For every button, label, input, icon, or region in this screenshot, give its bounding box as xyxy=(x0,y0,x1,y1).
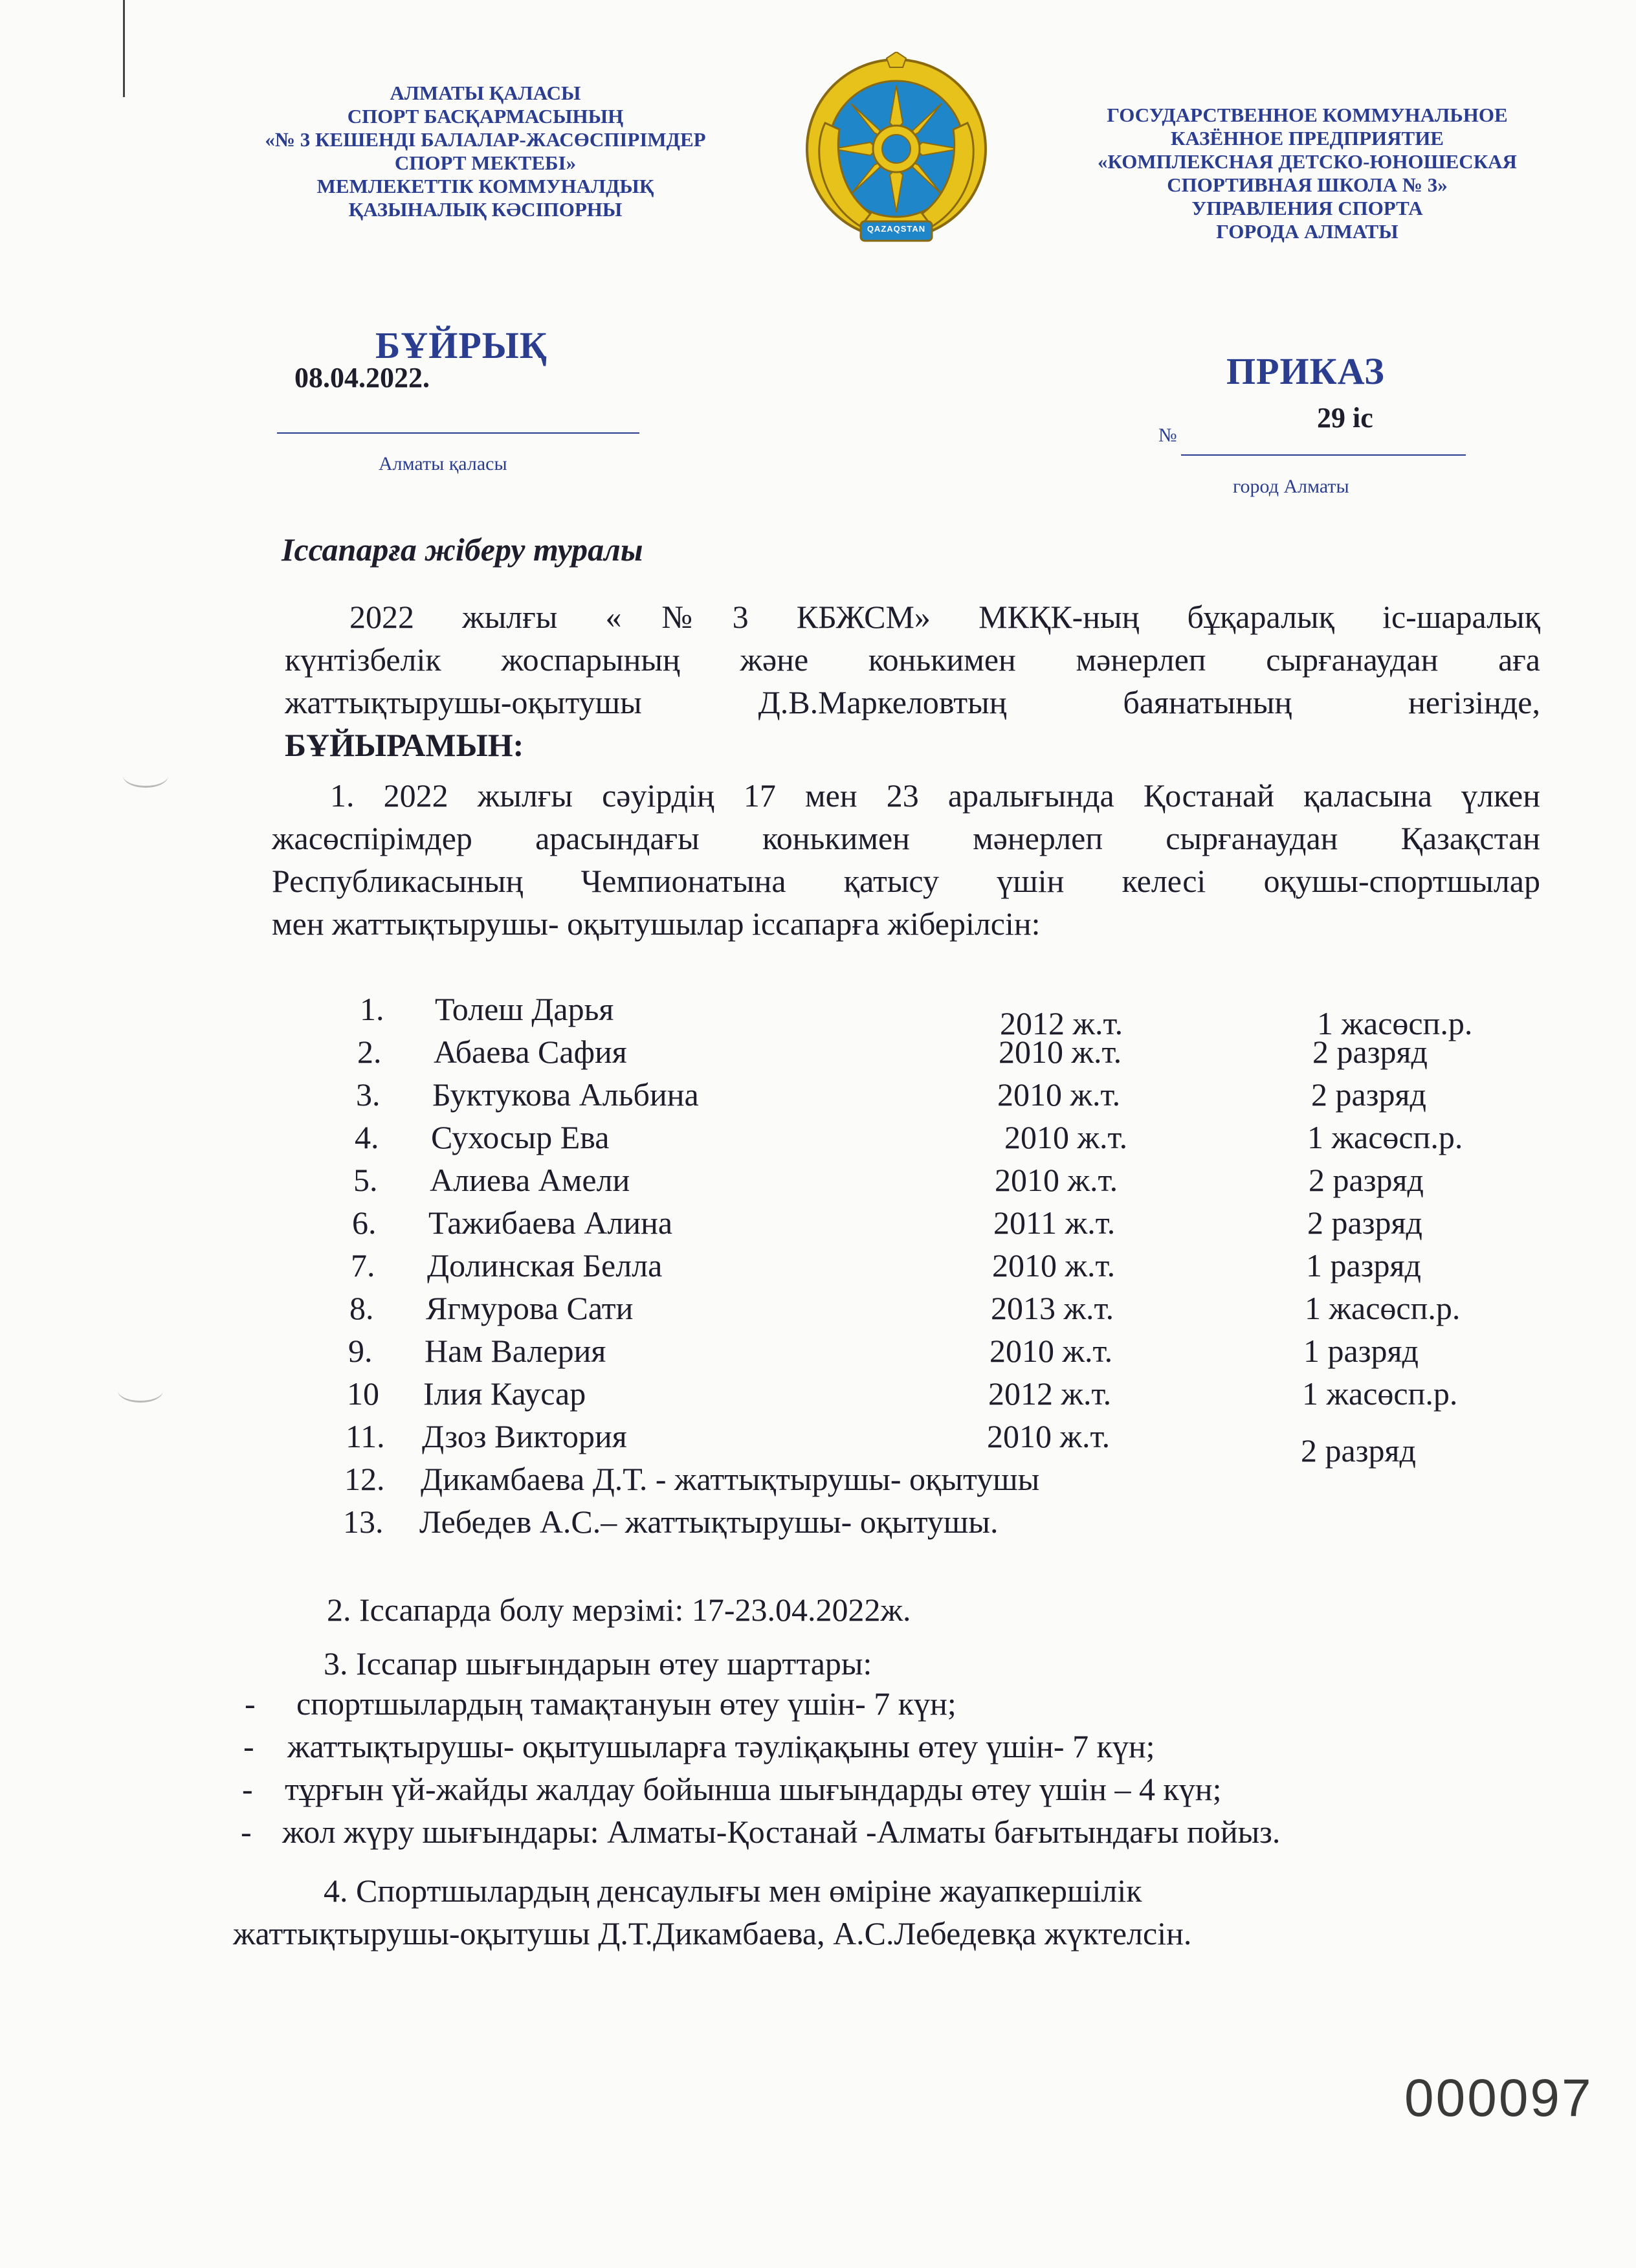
participant-year: 2010 ж.т. xyxy=(999,1034,1122,1070)
item1-line: жасөспірімдер арасындағы конькимен мәнерлеп сырғанаудан Қазақстан xyxy=(272,820,1540,856)
header-right-line: «КОМПЛЕКСНАЯ ДЕТСКО-ЮНОШЕСКАЯ xyxy=(1098,150,1517,173)
participant-year: 2012 ж.т. xyxy=(988,1375,1112,1412)
bullet-item xyxy=(0,1728,1636,1770)
bullet-dash: - xyxy=(242,1771,253,1807)
header-left-kz xyxy=(194,82,777,221)
intro-paragraph xyxy=(285,595,1540,766)
number-underline xyxy=(1181,454,1466,456)
participant-name: Сухосыр Ева xyxy=(431,1119,610,1155)
header-right-line: ГОСУДАРСТВЕННОЕ КОММУНАЛЬНОЕ xyxy=(1107,104,1508,126)
scan-edge-line xyxy=(123,0,125,97)
order-number: 29 іс xyxy=(1317,402,1373,434)
list-item xyxy=(0,1375,1636,1418)
participant-name: Долинская Белла xyxy=(427,1247,663,1284)
participant-name: Толеш Дарья xyxy=(435,991,614,1027)
bullet-item xyxy=(0,1685,1636,1728)
participant-name: Нам Валерия xyxy=(425,1333,606,1369)
intro-line: күнтізбелік жоспарының және конькимен мәнерлеп сырғанаудан аға xyxy=(285,641,1540,678)
item4-line: жаттықтырушы-оқытушы Д.Т.Дикамбаева, А.С.Лебедевқа жүктелсін. xyxy=(233,1915,1192,1951)
emblem-icon xyxy=(799,52,993,252)
item4-line: 4. Спортшылардың денсаулығы мен өміріне жауапкершілік xyxy=(324,1873,1142,1909)
bullet-dash: - xyxy=(245,1685,256,1722)
item2-line: 2. Іссапарда болу мерзімі: 17-23.04.2022ж. xyxy=(327,1592,911,1628)
bullet-dash: - xyxy=(243,1728,254,1764)
header-right-line: УПРАВЛЕНИЯ СПОРТА xyxy=(1191,197,1423,219)
participant-rank: 1 разряд xyxy=(1306,1247,1421,1284)
participant-number: 11. xyxy=(346,1418,385,1454)
participant-rank: 2 разряд xyxy=(1311,1076,1426,1113)
list-item xyxy=(0,1460,1636,1503)
participant-name: Тажибаева Алина xyxy=(428,1205,673,1241)
participant-name: Дикамбаева Д.Т. - жаттықтырушы- оқытушы xyxy=(421,1461,1040,1497)
participant-rank: 1 жасөсп.р. xyxy=(1305,1290,1461,1326)
intro-line: 2022 жылғы «№3 КБЖСМ» МКҚК-ның бұқаралық іс-шаралық xyxy=(349,599,1540,635)
participant-number: 12. xyxy=(344,1461,385,1497)
header-left-line: СПОРТ МЕКТЕБІ» xyxy=(394,151,577,174)
bullet-text: тұрғын үй-жайды жалдау бойынша шығындарды өтеу үшін – 4 күн; xyxy=(285,1771,1222,1807)
header-right-line: СПОРТИВНАЯ ШКОЛА № 3» xyxy=(1167,173,1448,196)
city-ru: город Алматы xyxy=(1233,476,1349,497)
participant-number: 6. xyxy=(352,1205,377,1241)
header-left-line: АЛМАТЫ ҚАЛАСЫ xyxy=(390,82,581,104)
list-item xyxy=(0,1289,1636,1332)
state-emblem xyxy=(799,52,993,252)
list-item xyxy=(0,1332,1636,1375)
participant-name: Ілия Каусар xyxy=(423,1375,586,1412)
list-item xyxy=(0,1503,1636,1546)
item3-bullets xyxy=(0,1685,1636,1866)
participant-number: 1. xyxy=(360,991,384,1027)
participant-number: 10 xyxy=(347,1375,379,1412)
item3-heading: 3. Іссапар шығындарын өтеу шарттары: xyxy=(324,1645,872,1682)
participant-rank: 1 жасөсп.р. xyxy=(1302,1375,1458,1412)
list-item xyxy=(0,1118,1636,1161)
emblem-caption: QAZAQSTAN xyxy=(867,224,926,234)
participant-name: Дзоз Виктория xyxy=(422,1418,627,1454)
participant-number: 3. xyxy=(356,1076,381,1113)
intro-line: жаттықтырушы-оқытушы Д.В.Маркеловтың баянатының негізінде, xyxy=(285,684,1540,720)
bullet-dash: - xyxy=(241,1814,252,1850)
participant-rank: 1 жасөсп.р. xyxy=(1317,1005,1473,1041)
list-item xyxy=(0,1076,1636,1118)
participant-number: 5. xyxy=(353,1162,378,1198)
date-underline xyxy=(277,432,639,434)
participant-year: 2010 ж.т. xyxy=(995,1162,1118,1198)
item1-paragraph xyxy=(272,774,1540,945)
item1-line: 1. 2022 жылғы сәуірдің 17 мен 23 аралығында Қостанай қаласына үлкен xyxy=(330,777,1540,814)
participant-year: 2011 ж.т. xyxy=(993,1205,1116,1241)
participant-rank: 2 разряд xyxy=(1312,1034,1428,1070)
participant-number: 4. xyxy=(355,1119,379,1155)
bullet-item xyxy=(0,1813,1636,1856)
header-left-line: ҚАЗЫНАЛЫҚ КӘСІПОРНЫ xyxy=(348,198,623,221)
number-sign: № xyxy=(1158,425,1177,446)
header-right-ru xyxy=(1029,104,1586,243)
participant-year: 2010 ж.т. xyxy=(989,1333,1113,1369)
header-left-line: СПОРТ БАСҚАРМАСЫНЫҢ xyxy=(347,105,624,128)
page-number: 000097 xyxy=(1404,2069,1593,2128)
header-right-line: ГОРОДА АЛМАТЫ xyxy=(1216,220,1398,243)
participant-name: Алиева Амели xyxy=(430,1162,630,1198)
bullet-text: жол жүру шығындары: Алматы-Қостанай -Алматы бағытындағы пойыз. xyxy=(282,1814,1281,1850)
participant-rank: 2 разряд xyxy=(1309,1162,1424,1198)
punch-hole-mark xyxy=(123,764,168,788)
order-date: 08.04.2022. xyxy=(294,362,430,394)
bullet-text: жаттықтырушы- оқытушыларға тәуліқақыны өтеу үшін- 7 күн; xyxy=(287,1728,1155,1764)
participant-year: 2010 ж.т. xyxy=(1004,1119,1128,1155)
participant-rank: 1 разряд xyxy=(1303,1333,1419,1369)
item4-paragraph xyxy=(233,1869,1527,1955)
bullet-text: спортшылардың тамақтануын өтеу үшін- 7 күн; xyxy=(296,1685,956,1722)
item1-line: мен жаттықтырушы- оқытушылар іссапарға жіберілсін: xyxy=(272,906,1041,942)
city-kz: Алматы қаласы xyxy=(379,453,507,474)
list-item xyxy=(0,1033,1636,1076)
participant-year: 2010 ж.т. xyxy=(987,1418,1111,1454)
intro-command: БҰЙЫРАМЫН: xyxy=(285,727,524,763)
item1-line: Республикасының Чемпионатына қатысу үшін келесі оқушы-спортшылар xyxy=(272,863,1540,899)
participant-number: 7. xyxy=(351,1247,375,1284)
order-title-kz: БҰЙРЫҚ xyxy=(375,324,547,366)
participant-rank: 1 жасөсп.р. xyxy=(1307,1119,1463,1155)
list-item xyxy=(0,1418,1636,1469)
participant-year: 2010 ж.т. xyxy=(992,1247,1116,1284)
participant-name: Абаева Сафия xyxy=(434,1034,627,1070)
bullet-item xyxy=(0,1770,1636,1813)
header-left-line: «№ 3 КЕШЕНДІ БАЛАЛАР-ЖАСӨСПІРІМДЕР xyxy=(265,128,706,151)
participant-rank: 2 разряд xyxy=(1307,1205,1422,1241)
participant-number: 9. xyxy=(348,1333,373,1369)
list-item xyxy=(0,1161,1636,1204)
participant-year: 2012 ж.т. xyxy=(1000,1005,1123,1041)
header-right-line: КАЗЁННОЕ ПРЕДПРИЯТИЕ xyxy=(1171,127,1444,150)
list-item xyxy=(0,990,1636,1041)
order-subject: Іссапарға жіберу туралы xyxy=(282,531,643,568)
header-left-line: МЕМЛЕКЕТТІК КОММУНАЛДЫҚ xyxy=(316,175,654,197)
list-item xyxy=(0,1204,1636,1247)
participant-number: 8. xyxy=(349,1290,374,1326)
punch-hole-mark xyxy=(118,1379,163,1403)
participant-name: Лебедев А.С.– жаттықтырушы- оқытушы. xyxy=(419,1504,999,1540)
participant-year: 2013 ж.т. xyxy=(991,1290,1114,1326)
list-item xyxy=(0,1247,1636,1289)
participant-rank: 2 разряд xyxy=(1301,1432,1416,1469)
participants-list xyxy=(0,990,1636,1560)
order-title-ru: ПРИКАЗ xyxy=(1226,350,1385,392)
participant-number: 2. xyxy=(357,1034,382,1070)
participant-year: 2010 ж.т. xyxy=(997,1076,1121,1113)
participant-name: Ягмурова Сати xyxy=(426,1290,634,1326)
participant-number: 13. xyxy=(343,1504,384,1540)
participant-name: Буктукова Альбина xyxy=(432,1076,699,1113)
